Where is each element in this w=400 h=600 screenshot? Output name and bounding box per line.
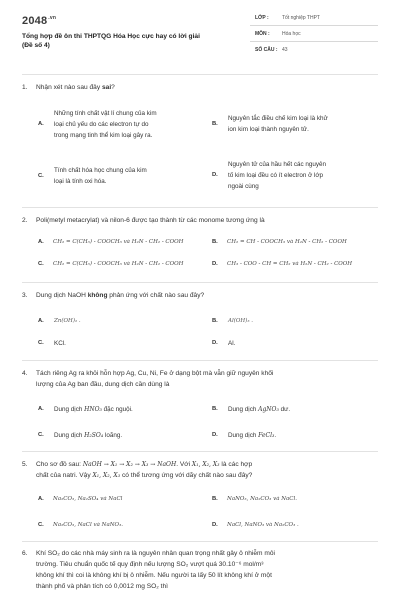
question-3-option-c[interactable]: C. KCl. [38, 340, 66, 347]
question-2-option-a[interactable]: A. CH₂ = C(CH₃) - COOCH₃ và H₂N - CH₂ - COOH [38, 239, 184, 245]
question-3-option-a[interactable]: A. Zn(OH)₂ . [38, 318, 81, 324]
question-4-option-b[interactable]: B. Dung dịch AgNO₃ dư. [212, 406, 291, 413]
question-5-option-d[interactable]: D. NaCl, NaNO₃ và Na₂CO₃ . [212, 522, 299, 528]
question-3-option-b[interactable]: B. Al(OH)₃ . [212, 318, 254, 324]
question-4-option-a[interactable]: A. Dung dịch HNO₃ đặc nguội. [38, 406, 133, 413]
divider [22, 282, 378, 283]
divider [22, 74, 378, 75]
question-4: 4. Tách riêng Ag ra khỏi hỗn hợp Ag, Cu, Ni, Fe ở dạng bột mà vẫn giữ nguyên khối lượng của Ag ban đầu, dung dịch cần dùng là A. Dung dịch HNO₃ đặc nguội. B. Dung dịch AgNO₃ dư. C. Dung dịch H₂SO₄ loãng. D. Dung dịch FeCl₃. [22, 368, 378, 448]
question-5-option-b[interactable]: B. NaNO₃, Na₂CO₃ và NaCl. [212, 496, 298, 502]
question-4-option-d[interactable]: D. Dung dịch FeCl₃. [212, 432, 277, 439]
question-3: 3. Dung dịch NaOH không phản ứng với chất nào sau đây? A. Zn(OH)₂ . B. Al(OH)₃ . C. KCl. D. Al. [22, 290, 378, 358]
question-3-option-d[interactable]: D. Al. [212, 340, 236, 347]
question-1-option-b[interactable]: B. Nguyên tắc điều chế kim loại là khử ion kim loại thành nguyên tử. [212, 115, 328, 133]
document-header: $2048^{.vn}$ Tổng hợp đề ôn thi THPTQG Hóa Học cực hay có lời giải (Đề số 4) LỚP : Tốt nghiệp THPT MÔN : Hóa học SỐ CÂU : 43 [0, 0, 400, 72]
question-5-option-c[interactable]: C. Na₂CO₃, NaCl và NaNO₃. [38, 522, 124, 528]
question-1-option-d[interactable]: D. Nguyên tử của hầu hết các nguyên tố kim loại đều có ít electron ở lớp ngoài cùng [212, 161, 327, 190]
question-1-option-c[interactable]: C. Tính chất hóa học chung của kim loại là tính oxi hóa. [38, 167, 147, 185]
question-5-option-a[interactable]: A. Na₂CO₃, Na₂SO₄ và NaCl [38, 496, 123, 502]
document-title: Tổng hợp đề ôn thi THPTQG Hóa Học cực hay có lời giải (Đề số 4) [22, 33, 200, 49]
question-2-option-d[interactable]: D. CH₃ - COO - CH = CH₂ và H₂N - CH₂ - COOH [212, 261, 353, 267]
question-5: 5. Cho sơ đồ sau: NaOH → X₁ → X₂ → X₃ → NaOH. Với X₁, X₂, X₃ là các hợp chất của natri. Vậy X₁, X₂, X₃ có thể tương ứng với dãy chất nào sau đây? A. Na₂CO₃, Na₂SO₄ và NaCl B. NaNO₃, Na₂CO₃ và NaCl. C. Na₂CO₃, NaCl và NaNO₃. D. NaCl, NaNO₃ và Na₂CO₃ . [22, 459, 378, 539]
question-1: 1. Nhận xét nào sau đây sai? A. Những tính chất vật lí chung của kim loại chủ yếu do các electron tự do trong mạng tinh thể kim loại gây ra. B. Nguyên tắc điều chế kim loại là khử ion kim loại thành nguyên tử. C. Tính chất hóa học chung của kim loại là tính oxi hóa. D. Nguyên tử của hầu hết các nguyên tố kim loại đều có ít electron ở lớp ngoài cùng [22, 82, 378, 206]
question-4-option-c[interactable]: C. Dung dịch H₂SO₄ loãng. [38, 432, 123, 439]
divider [22, 541, 378, 542]
question-1-option-a[interactable]: A. Những tính chất vật lí chung của kim loại chủ yếu do các electron tự do trong mạng tinh thể kim loại gây ra. [38, 110, 157, 139]
question-2-option-c[interactable]: C. CH₂ = C(CH₃) - COOCH₃ và H₂N - CH₂ - COOH [38, 261, 184, 267]
divider [22, 360, 378, 361]
site-logo[interactable]: $2048^{.vn}$ [22, 15, 57, 27]
question-2: 2. Poli(metyl metacrylat) và nilon-6 được tạo thành từ các monome tương ứng là A. CH₂ = C(CH₃) - COOCH₃ và H₂N - CH₂ - COOH B. CH₂ = CH - COOCH₃ và H₂N - CH₂ - COOH C. CH₂ = C(CH₃) - COOCH₃ và H₂N - CH₂ - COOH D. CH₃ - COO - CH = CH₂ và H₂N - CH₂ - COOH [22, 215, 378, 280]
divider [22, 207, 378, 208]
question-6: 6. Khí SO₂ do các nhà máy sinh ra là nguyên nhân quan trọng nhất gây ô nhiễm môi trường. Tiêu chuẩn quốc tế quy định nếu lượng SO₂ vượt quá 30.10⁻⁶ mol/m³ không khí thì coi là không khí bị ô nhiễm. Nếu người ta lấy 50 lít không khí ở một thành phố và phân tích có 0,0012 mg SO₂ thì [22, 550, 275, 590]
question-2-option-b[interactable]: B. CH₂ = CH - COOCH₃ và H₂N - CH₂ - COOH [212, 239, 347, 245]
divider [22, 451, 378, 452]
